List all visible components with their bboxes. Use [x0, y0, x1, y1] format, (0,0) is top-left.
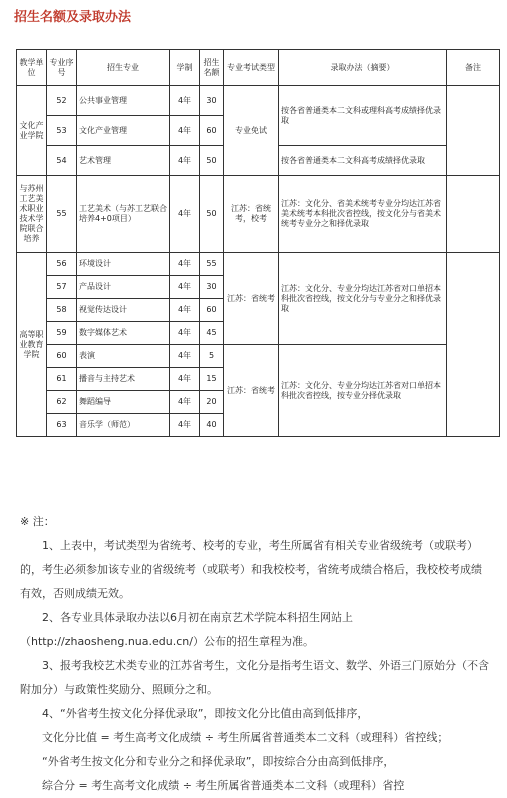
table-header-row: [17, 50, 500, 86]
unit-cell: 与苏州工艺美术职业技术学院联合培养: [17, 176, 47, 253]
table-row: [17, 86, 500, 116]
years-cell: 4年: [170, 146, 200, 176]
method-cell: 江苏：文化分、专业分均达江苏省对口单招本科批次省控线，按专业分择优录取: [279, 345, 447, 437]
table-row: [17, 253, 500, 276]
quota-cell: 55: [200, 253, 224, 276]
major-cell: 艺术管理: [77, 146, 170, 176]
no-cell: 54: [47, 146, 77, 176]
quota-cell: 60: [200, 299, 224, 322]
no-cell: 52: [47, 86, 77, 116]
years-cell: 4年: [170, 176, 200, 253]
quota-cell: 30: [200, 86, 224, 116]
exam-type-cell: 专业免试: [224, 86, 279, 176]
no-cell: 59: [47, 322, 77, 345]
major-cell: 公共事业管理: [77, 86, 170, 116]
note-formula: 文化分比值 = 考生高考文化成绩 ÷ 考生所属省普通类本二文科（或理科）省控线；: [42, 731, 449, 744]
header-no: 专业序号: [47, 50, 77, 86]
major-cell: 视觉传达设计: [77, 299, 170, 322]
no-cell: 61: [47, 368, 77, 391]
quota-cell: 40: [200, 414, 224, 437]
no-cell: 60: [47, 345, 77, 368]
exam-type-cell: 江苏：省统考: [224, 345, 279, 437]
method-cell: 江苏：文化分、省美术统考专业分均达江苏省美术统考本科批次省控线，按文化分与省美术统考专业分之和择优录取: [279, 176, 447, 253]
table-row: [17, 345, 500, 368]
header-remark: 备注: [447, 50, 500, 86]
note-item: “外省考生按文化分和专业分之和择优录取”，即按综合分由高到低排序，: [42, 755, 395, 768]
no-cell: 56: [47, 253, 77, 276]
quota-cell: 50: [200, 146, 224, 176]
major-cell: 文化产业管理: [77, 116, 170, 146]
note-item: 1、上表中，考试类型为省统考、校考的专业，考生所属省有相关专业省级统考（或联考）的，考生必须参加该专业的省级统考（或联考）和我校校考，省统考成绩合格后，我校校考成绩有效，否则成绩无效。: [20, 539, 482, 600]
quota-cell: 30: [200, 276, 224, 299]
unit-cell: 文化产业学院: [17, 86, 47, 176]
note-item: 3、报考我校艺术类专业的江苏省考生，文化分是指考生语文、数学、外语三门原始分（不含附加分）与政策性奖励分、照顾分之和。: [20, 659, 489, 696]
years-cell: 4年: [170, 253, 200, 276]
page-title: 招生名额及录取办法: [14, 10, 132, 25]
quota-cell: 5: [200, 345, 224, 368]
years-cell: 4年: [170, 345, 200, 368]
remark-cell: [447, 176, 500, 253]
years-cell: 4年: [170, 86, 200, 116]
notes-heading: ※ 注：: [20, 515, 55, 528]
no-cell: 55: [47, 176, 77, 253]
method-cell: 按各省普通类本二文科或理科高考成绩择优录取: [279, 86, 447, 146]
header-years: 学制: [170, 50, 200, 86]
major-cell: 舞蹈编导: [77, 391, 170, 414]
years-cell: 4年: [170, 276, 200, 299]
header-method: 录取办法（摘要）: [279, 50, 447, 86]
no-cell: 58: [47, 299, 77, 322]
years-cell: 4年: [170, 414, 200, 437]
no-cell: 62: [47, 391, 77, 414]
major-cell: 音乐学（师范）: [77, 414, 170, 437]
notes-section: [20, 510, 490, 798]
header-unit: 教学单位: [17, 50, 47, 86]
method-cell: 江苏：文化分、专业分均达江苏省对口单招本科批次省控线，按文化分与专业分之和择优录取: [279, 253, 447, 345]
quota-cell: 15: [200, 368, 224, 391]
exam-type-cell: 江苏：省统考，校考: [224, 176, 279, 253]
major-cell: 表演: [77, 345, 170, 368]
quota-cell: 50: [200, 176, 224, 253]
major-cell: 播音与主持艺术: [77, 368, 170, 391]
quota-cell: 60: [200, 116, 224, 146]
remark-cell: [447, 253, 500, 437]
header-quota: 招生名额: [200, 50, 224, 86]
years-cell: 4年: [170, 391, 200, 414]
note-item: 4、“外省考生按文化分择优录取”，即按文化分比值由高到低排序，: [42, 707, 369, 720]
years-cell: 4年: [170, 299, 200, 322]
header-major: 招生专业: [77, 50, 170, 86]
no-cell: 53: [47, 116, 77, 146]
major-cell: 工艺美术（与苏工艺联合培养4+0项目）: [77, 176, 170, 253]
table-row: [17, 176, 500, 253]
note-item: 2、各专业具体录取办法以6月初在南京艺术学院本科招生网站上（http://zhaosheng.nua.edu.cn/）公布的招生章程为准。: [20, 611, 353, 648]
major-cell: 环境设计: [77, 253, 170, 276]
years-cell: 4年: [170, 322, 200, 345]
remark-cell: [447, 86, 500, 176]
unit-cell: 高等职业教育学院: [17, 253, 47, 437]
method-cell: 按各省普通类本二文科高考成绩择优录取: [279, 146, 447, 176]
no-cell: 63: [47, 414, 77, 437]
no-cell: 57: [47, 276, 77, 299]
major-cell: 数字媒体艺术: [77, 322, 170, 345]
admissions-table: [16, 49, 500, 437]
years-cell: 4年: [170, 116, 200, 146]
header-exam-type: 专业考试类型: [224, 50, 279, 86]
years-cell: 4年: [170, 368, 200, 391]
exam-type-cell: 江苏：省统考: [224, 253, 279, 345]
quota-cell: 45: [200, 322, 224, 345]
quota-cell: 20: [200, 391, 224, 414]
note-formula: 综合分 = 考生高考文化成绩 ÷ 考生所属省普通类本二文科（或理科）省控: [42, 779, 405, 792]
major-cell: 产品设计: [77, 276, 170, 299]
